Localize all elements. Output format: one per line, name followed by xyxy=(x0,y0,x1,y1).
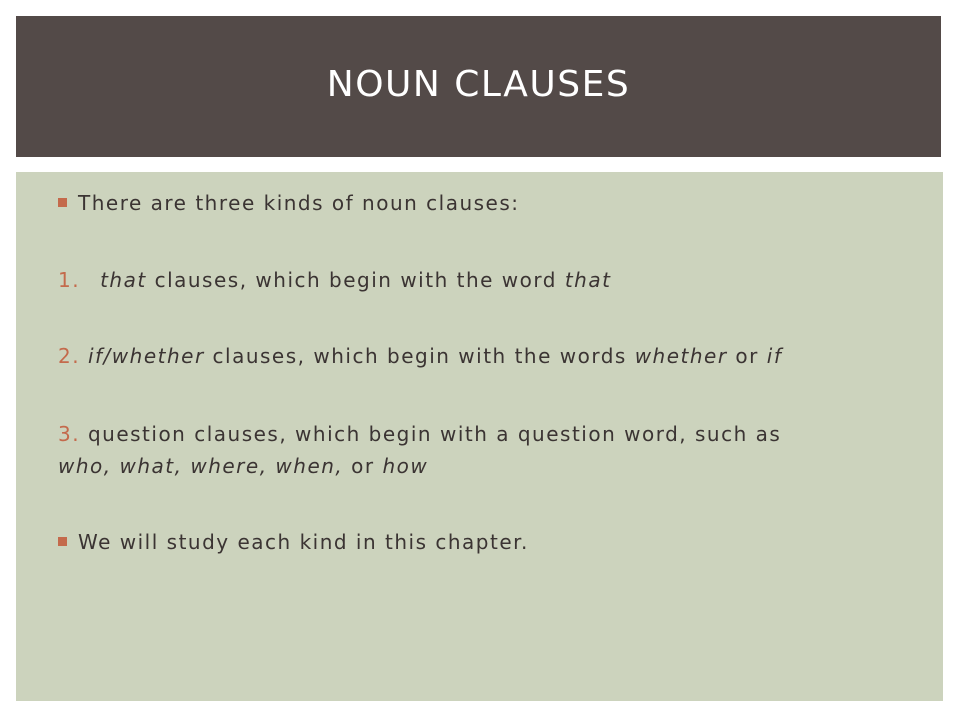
list-number-2: 2. xyxy=(58,344,81,368)
list-number-1: 1. xyxy=(58,268,81,292)
slide-title: NOUN CLAUSES xyxy=(326,64,631,105)
list-item-1 xyxy=(58,266,611,294)
item3-em-how: how xyxy=(382,454,429,478)
bullet-closing xyxy=(58,528,529,556)
list-item-2 xyxy=(58,342,782,370)
item3-text: question clauses, which begin with a question word, such as xyxy=(80,422,782,446)
item2-em-whether: whether xyxy=(634,344,728,368)
item2-em-if: if xyxy=(766,344,783,368)
title-band xyxy=(16,16,941,157)
square-bullet-icon xyxy=(58,198,67,207)
item3-or: or xyxy=(343,454,383,478)
list-item-3-line-2 xyxy=(58,452,428,480)
item1-em-that: that xyxy=(100,268,147,292)
item1-text: clauses, which begin with the word xyxy=(146,268,565,292)
item1-em-that-2: that xyxy=(564,268,612,292)
bullet-closing-text: We will study each kind in this chapter. xyxy=(78,530,529,554)
item3-em-question-words: who, what, where, when, xyxy=(58,454,344,478)
list-number-3: 3. xyxy=(58,422,81,446)
item2-text: clauses, which begin with the words xyxy=(204,344,635,368)
item2-or: or xyxy=(727,344,767,368)
item2-em-if-whether: if/whether xyxy=(87,344,205,368)
content-panel xyxy=(16,172,943,701)
square-bullet-icon xyxy=(58,537,67,546)
list-item-3-line-1 xyxy=(58,420,781,448)
bullet-intro xyxy=(58,189,520,217)
bullet-intro-text: There are three kinds of noun clauses: xyxy=(78,191,520,215)
